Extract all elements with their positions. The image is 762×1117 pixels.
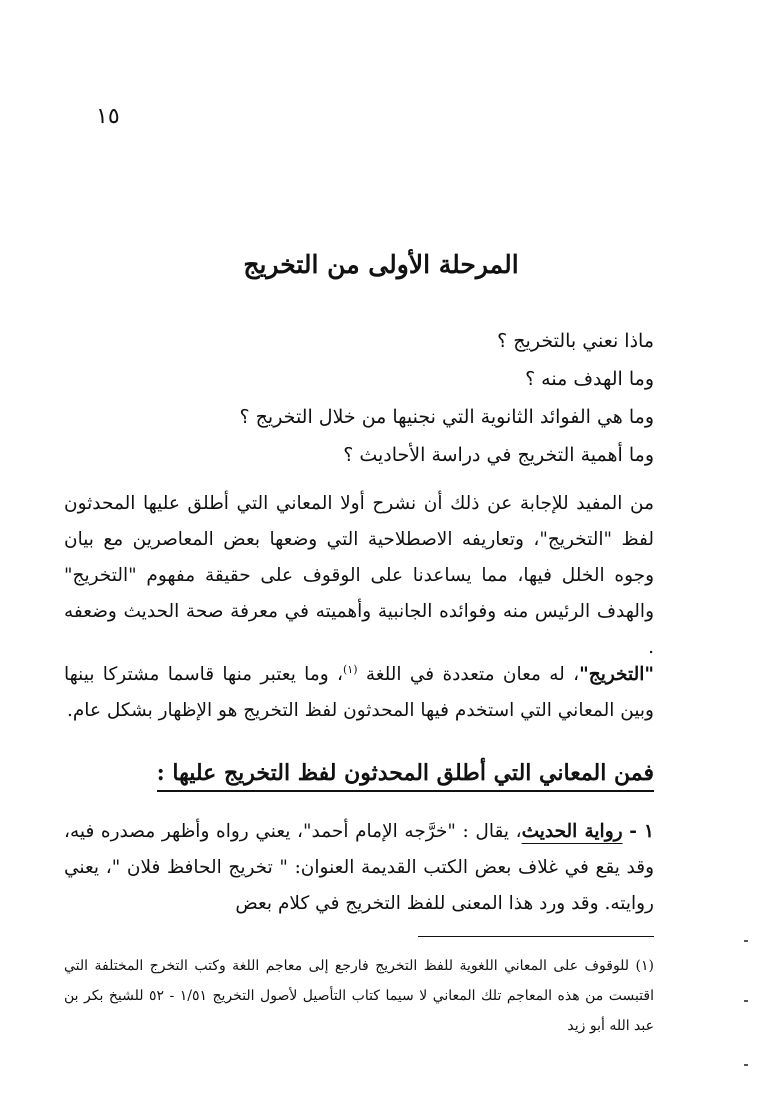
scan-edge-mark (744, 940, 748, 942)
item-title: رواية الحديث (521, 821, 623, 842)
definition-text-before: ، له معان متعددة في اللغة (357, 664, 580, 686)
footnote-reference[interactable]: (١) (342, 663, 358, 676)
footnote: (١) للوقوف على المعاني اللغوية للفظ التخريج فارجع إلى معاجم اللغة وكتب التخرج المختلفة التي اقتبست من هذه المعاجم تلك المعاني لا سيما كتاب التأصيل لأصول التخريج ١/٥١ - ٥٢ للشيخ بكر بن عبد الله أبو زيد (64, 958, 654, 1034)
question-item: وما أهمية التخريج في دراسة الأحاديث ؟ (343, 444, 654, 466)
item-number: ١ - (629, 821, 654, 842)
item-text: ، يقال : "خرَّجه الإمام أحمد"، يعني رواه وأظهر مصدره فيه، وقد يقع في غلاف بعض الكتب القديمة العنوان: " تخريج الحافظ فلان "، يعني روايته. وقد ورد هذا المعنى للفظ التخريج في كلام بعض (64, 821, 654, 914)
section-heading: فمن المعاني التي أطلق المحدثون لفظ التخريج عليها : (157, 760, 654, 792)
definition-text-after: ، وما يعتبر منها قاسما مشتركا بينها وبين المعاني التي استخدم فيها المحدثون لفظ التخريج هو الإظهار بشكل عام. (64, 664, 654, 722)
intro-paragraph: من المفيد للإجابة عن ذلك أن نشرح أولا المعاني التي أطلق عليها المحدثون لفظ "التخريج"، وتعاريفه الاصطلاحية التي وضعها بعض المعاصرين مع بيان وجوه الخلل فيها، مما يساعدنا على الوقوف على حقيقة مفهوم "التخريج" والهدف الرئيس منه وفوائده الجانبية وأهميته في معرفة صحة الحديث وضعفه . (64, 493, 654, 658)
scan-edge-mark (744, 1000, 748, 1002)
meaning-item-1 (64, 814, 654, 922)
chapter-title: المرحلة الأولى من التخريج (243, 250, 519, 279)
definition-paragraph (64, 652, 654, 729)
scan-edge-mark (744, 1064, 748, 1066)
footnote-divider (418, 936, 654, 937)
question-item: ماذا نعني بالتخريج ؟ (497, 330, 654, 352)
question-item: وما الهدف منه ؟ (525, 368, 654, 390)
term-takhrij: "التخريج" (579, 664, 654, 686)
question-list (74, 322, 654, 474)
question-item: وما هي الفوائد الثانوية التي نجنيها من خلال التخريج ؟ (239, 406, 654, 428)
page-number: ١٥ (96, 104, 120, 129)
